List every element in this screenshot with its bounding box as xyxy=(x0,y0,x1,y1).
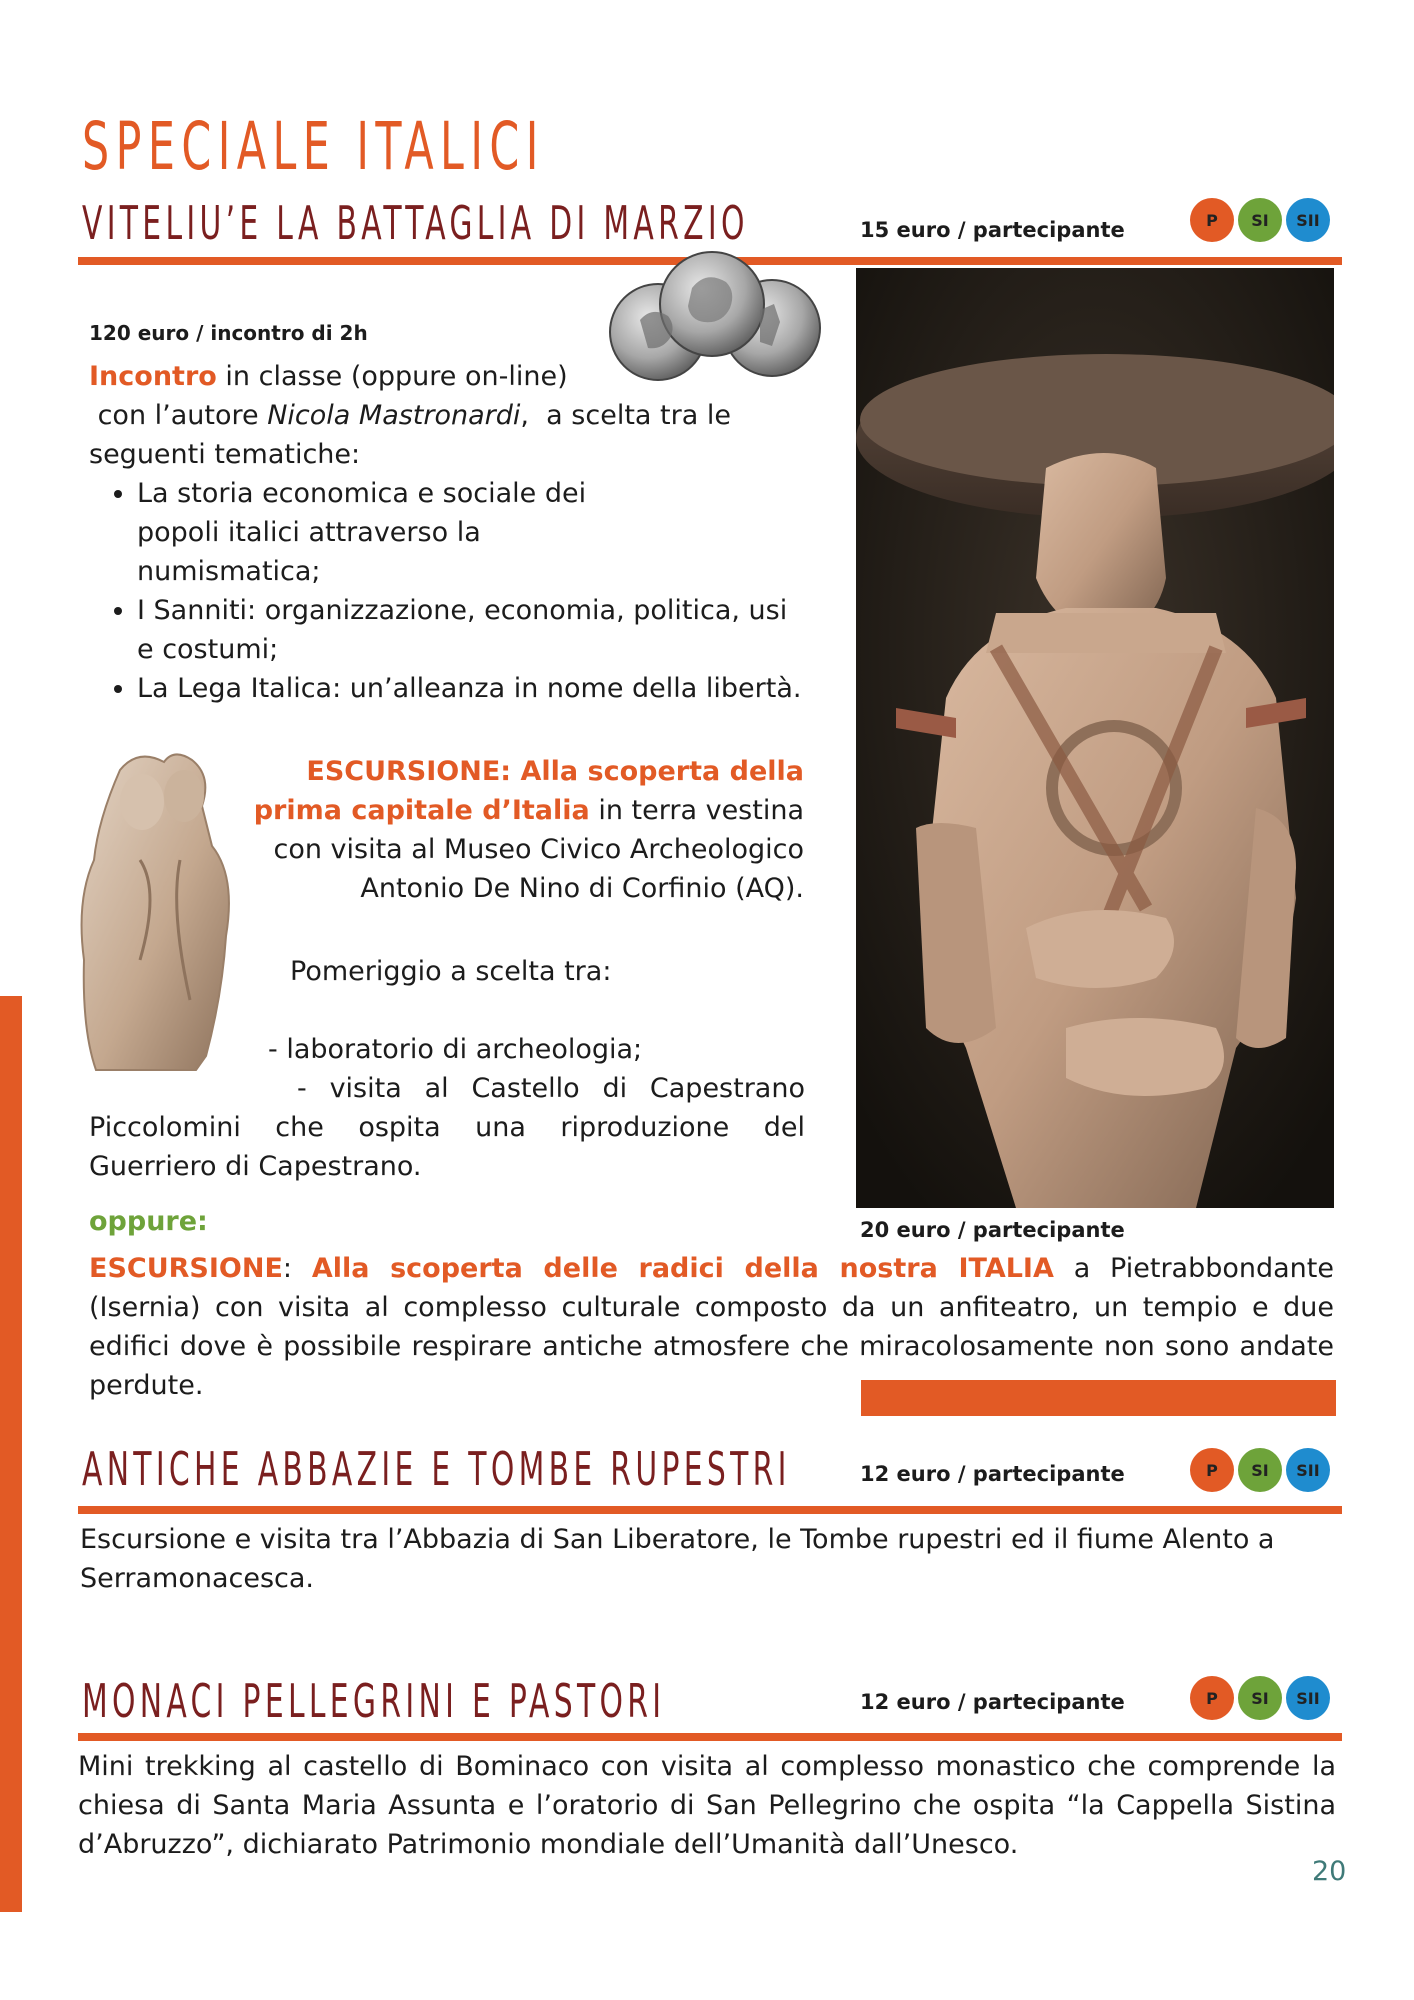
badge-si: SI xyxy=(1238,1676,1282,1720)
section2-level-badges xyxy=(1190,1448,1330,1492)
badge-sii: SII xyxy=(1286,1676,1330,1720)
section2-title: ANTICHE ABBAZIE E TOMBE RUPESTRI xyxy=(82,1442,791,1496)
badge-si: SI xyxy=(1238,1448,1282,1492)
intro-line2-b: , a scelta tra le xyxy=(520,400,731,431)
excursion2-text: a Pietrabbondante (Isernia) con visita al complesso culturale composto da un anfiteatro, un tempio e due edifici dove è possibile respirare antiche atmosfere che miracolosamente non sono andate perdute. xyxy=(89,1253,1334,1401)
intro-rest: in classe (oppure on-line) xyxy=(216,361,568,392)
excursion2-label: ESCURSIONE xyxy=(89,1253,283,1284)
excursion2-title: Alla scoperta delle radici della nostra ITALIA xyxy=(311,1253,1054,1284)
section3-text: Mini trekking al castello di Bominaco con visita al complesso monastico che comprende la chiesa di Santa Maria Assunta e l’oratorio di San Pellegrino che ospita “la Cappella Sistina d’Abruzzo”, dichiarato Patrimonio mondiale dell’Umanità dall’Unesco. xyxy=(78,1751,1336,1860)
warrior-statue-image xyxy=(856,268,1334,1208)
section3-title: MONACI PELLEGRINI E PASTORI xyxy=(82,1674,666,1728)
badge-sii: SII xyxy=(1286,198,1330,242)
badge-p: P xyxy=(1190,1676,1234,1720)
main-heading: SPECIALE ITALICI xyxy=(82,108,545,185)
section1-level-badges xyxy=(1190,198,1330,242)
topic-item: • La storia economica e sociale dei popoli italici attraverso la numismatica; xyxy=(137,474,809,591)
section1-price: 15 euro / partecipante xyxy=(860,218,1125,242)
excursion1-title: ESCURSIONE: Alla scoperta della prima capitale d’Italia xyxy=(253,756,804,826)
badge-p: P xyxy=(1190,198,1234,242)
badge-p: P xyxy=(1190,1448,1234,1492)
intro-line2-a: con l’autore xyxy=(89,400,268,431)
topic-item: • La Lega Italica: un’alleanza in nome della libertà. xyxy=(137,669,809,708)
left-accent-bar xyxy=(0,996,22,1912)
topic-item: • I Sanniti: organizzazione, economia, politica, usi e costumi; xyxy=(137,591,809,669)
intro-line1 xyxy=(89,357,809,396)
intro-bold: Incontro xyxy=(89,361,217,392)
section1-title: VITELIU’E LA BATTAGLIA DI MARZIO xyxy=(82,196,749,250)
section2-price: 12 euro / partecipante xyxy=(860,1462,1125,1486)
badge-sii: SII xyxy=(1286,1448,1330,1492)
intro-line3: seguenti tematiche: xyxy=(89,439,361,470)
excursion1-block xyxy=(210,752,804,908)
topics-list xyxy=(89,474,809,708)
topics-block xyxy=(89,474,809,708)
option-a: - laboratorio di archeologia; xyxy=(268,1034,643,1065)
afternoon-label: Pomeriggio a scelta tra: xyxy=(290,956,612,987)
excursion2-colon: : xyxy=(282,1253,312,1284)
option-b: - visita al Castello di Capestrano Piccolomini che ospita una riproduzione del Guerriero di Capestrano. xyxy=(89,1073,805,1182)
oppure-label: oppure: xyxy=(89,1206,208,1237)
section2-text: Escursione e visita tra l’Abbazia di San Liberatore, le Tombe rupestri ed il fiume Alento a Serramonacesca. xyxy=(80,1524,1275,1594)
intro-author: Nicola Mastronardi xyxy=(267,400,521,431)
intro-block xyxy=(89,357,809,474)
section3-rule xyxy=(78,1733,1342,1741)
intro-line2 xyxy=(89,396,809,435)
section2-rule xyxy=(78,1506,1342,1514)
excursion1-text: in terra vestina con visita al Museo Civico Archeologico Antonio De Nino di Corfinio (AQ). xyxy=(273,795,804,904)
statue-price: 20 euro / partecipante xyxy=(860,1218,1125,1242)
meeting-price: 120 euro / incontro di 2h xyxy=(89,321,368,345)
orange-block xyxy=(861,1380,1336,1416)
section3-price: 12 euro / partecipante xyxy=(860,1690,1125,1714)
page-number: 20 xyxy=(1312,1856,1347,1887)
section3-level-badges xyxy=(1190,1676,1330,1720)
badge-si: SI xyxy=(1238,198,1282,242)
